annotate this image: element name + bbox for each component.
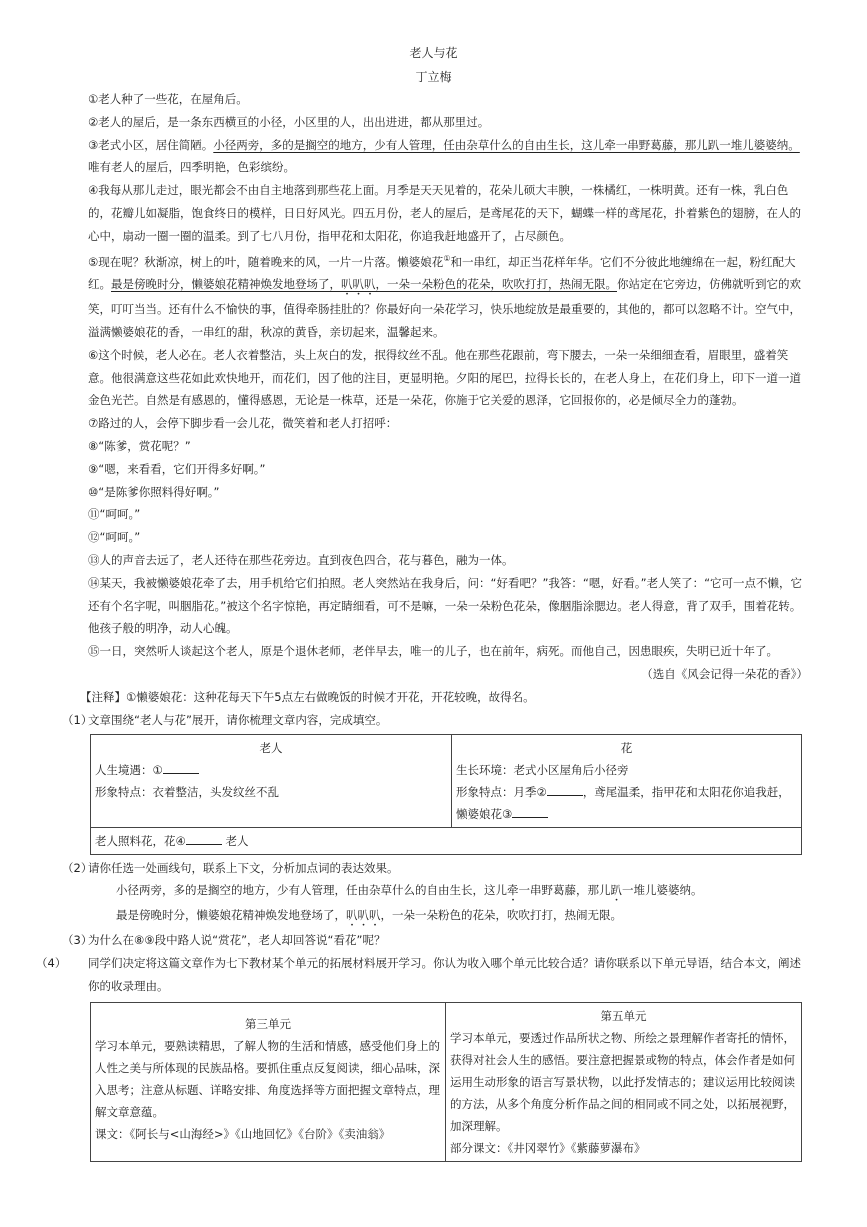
fill-table bbox=[90, 734, 802, 855]
underlined-sentence-2b: ，一朵一朵粉色的花朵，吹吹打打，热闹无限。 bbox=[375, 277, 617, 292]
flower-cell: 花 生长环境：老式小区屋角后小径旁 形象特点：月季② ，鸢尾温柔，指甲花和太阳花你追我赶，懒婆娘花③ bbox=[452, 734, 802, 827]
question-4: （4） 同学们决定将这篇文章作为七下教材某个单元的拓展材料展开学习。你认为收入哪个单元比较合适？请你联系以下单元导语，结合本文，阐述你的收录理由。 bbox=[36, 956, 801, 993]
old-man-cell: 老人 人生境遇：① 形象特点：衣着整洁，头发纹丝不乱 bbox=[91, 734, 452, 827]
paragraph-9: ⑨“嗯，来看看，它们开得多好啊。” bbox=[88, 461, 266, 476]
footnote-marker: ① bbox=[443, 253, 451, 263]
article-body bbox=[88, 88, 808, 686]
paragraph-10: ⑩“是陈爹你照料得好啊。” bbox=[88, 484, 220, 499]
q2-sentence-1: 小径两旁，多的是搁空的地方，少有人管理，任由杂草什么的自由生长，这儿牵一串野葛藤，那儿趴一堆儿婆婆纳。 bbox=[116, 883, 703, 898]
paragraph-15: ⑮一日，突然听人谈起这个老人，原是个退休老师，老伴早去，唯一的儿子，也在前年，病死。而他自己，因患眼疾，失明已近十年了。 bbox=[88, 644, 778, 659]
underlined-sentence-1: 小径两旁，多的是搁空的地方，少有人管理，任由杂草什么的自由生长，这儿牵一串野葛藤，那儿趴一堆儿婆婆纳。 bbox=[213, 137, 800, 152]
source-citation: （选自《风会记得一朵花的香》） bbox=[641, 666, 808, 681]
paragraph-4: ④我每从那儿走过，眼光都会不由自主地落到那些花上面。月季是天天见着的，花朵儿硕大丰腴，一株橘红，一株明黄。还有一株，乳白色的，花瓣儿如凝脂，饱食终日的模样，日日好风光。四五月份，老人的屋后，是鸢尾花的天下，蝴蝶一样的鸢尾花，扑着紫色的翅膀，在人的心中，扇动一圈一圈的温柔。到了七八月份，指甲花和太阳花，你追我赶地盛开了，占尽颜色。 bbox=[88, 183, 801, 243]
paragraph-14: ⑭某天，我被懒婆娘花牵了去，用手机给它们拍照。老人突然站在我身后，问：“好看吧？”我答：“嗯，好看。”老人笑了：“它可一点不懒，它还有个名字呢，叫胭脂花。”被这个名字惊艳，再定睛细看，可不是嘛，一朵一朵粉色花朵，像胭脂涂腮边。老人得意，背了双手，围着花转。他孩子般的明净，动人心魄。 bbox=[88, 575, 803, 636]
paragraph-3-start: ③老式小区，居住简陋。 bbox=[88, 137, 214, 152]
blank-4[interactable] bbox=[186, 832, 222, 845]
paragraph-3 bbox=[88, 134, 808, 180]
paragraph-8: ⑧“陈爹，赏花呢？” bbox=[88, 438, 191, 453]
question-3: （3）为什么在⑧⑨段中路人说“赏花”，老人却回答说“看花”呢？ bbox=[62, 933, 386, 948]
blank-3[interactable] bbox=[512, 805, 548, 818]
annotation-note: 【注释】①懒婆娘花：这种花每天下午5点左右做晚饭的时候才开花，开花较晚，故得名。 bbox=[80, 690, 535, 704]
question-1: （1）文章围绕“老人与花”展开，请你梳理文章内容，完成填空。 bbox=[62, 712, 388, 727]
dotted-word: 叭叭叭 bbox=[341, 277, 376, 292]
article-title: 老人与花 bbox=[409, 46, 458, 60]
questions-section bbox=[36, 686, 810, 1162]
unit-3-cell: 第三单元 学习本单元，要熟读精思，了解人物的生活和情感，感受他们身上的人性之美与所体现的民族品格。要抓住重点反复阅读，细心品味，深入思考；注意从标题、详略安排、角度选择等方面把握文章特点，理解文章意蕴。 课文：《阿长与<山海经>》《山地回忆》《台阶》《卖油翁》 bbox=[91, 1002, 446, 1161]
paragraph-11: ⑪“呵呵。” bbox=[88, 507, 141, 522]
paragraph-5-end: 你站定在它旁边，仿佛就听到它的欢笑，叮叮当当。还有什么不愉快的事，值得牵肠挂肚的？你最好向一朵花学习，快乐地绽放是最重要的，其他的，都可以忽略不计。空气中，溢满懒婆娘花的香，一串红的甜，秋凉的黄昏，亲切起来，温馨起来。 bbox=[88, 277, 801, 339]
relation-cell: 老人照料花，花④ 老人 bbox=[91, 827, 802, 854]
paragraph-1: ①老人种了一些花，在屋角后。 bbox=[88, 92, 248, 106]
paragraph-3-end: 唯有老人的屋后，四季明艳，色彩缤纷。 bbox=[88, 160, 295, 175]
paragraph-6: ⑥这个时候，老人必在。老人衣着整洁，头上灰白的发，抿得纹丝不乱。他在那些花跟前，弯下腰去，一朵一朵细细查看，眉眼里，盛着笑意。他很满意这些花如此欢快地开，而花们，因了他的注目，更显明艳。夕阳的尾巴，拉得长长的，在老人身上，在花们身上，印下一道一道金色光芒。自然是有感恩的，懂得感恩，无论是一株草，还是一朵花，你施于它关爱的恩泽，它回报你的，必是倾尽全力的蓬勃。 bbox=[88, 347, 801, 408]
blank-1[interactable] bbox=[163, 761, 199, 774]
underlined-sentence-2a: 最是傍晚时分，懒婆娘花精神焕发地登场了， bbox=[111, 277, 341, 292]
paragraph-5-mid: 和一串红，却正当花样年华。它们不分彼此地缠绵在一起，粉红配大红。 bbox=[88, 254, 796, 292]
paragraph-5 bbox=[88, 248, 808, 344]
q2-sentence-2: 最是傍晚时分，懒婆娘花精神焕发地登场了，叭叭叭，一朵一朵粉色的花朵，吹吹打打，热闹无限。 bbox=[116, 908, 622, 923]
paragraph-5-start: ⑤现在呢？秋渐凉，树上的叶，随着晚来的风，一片一片落。懒婆娘花 bbox=[88, 254, 444, 269]
paragraph-7: ⑦路过的人，会停下脚步看一会儿花，微笑着和老人打招呼： bbox=[88, 416, 398, 431]
unit-5-cell: 第五单元 学习本单元，要透过作品所状之物、所绘之景理解作者寄托的情怀，获得对社会人生的感悟。要注意把握景或物的特点，体会作者是如何运用生动形象的语言写景状物，以此抒发情志的；建议运用比较阅读的方法，从多个角度分析作品之间的相同或不同之处，以拓展视野，加深理解。 部分课文：《井冈翠竹》《紫藤萝瀑布》 bbox=[446, 1002, 802, 1161]
paragraph-12: ⑫“呵呵。” bbox=[88, 530, 141, 545]
question-2: （2）请你任选一处画线句，联系上下文，分析加点词的表达效果。 bbox=[62, 860, 399, 875]
unit-table bbox=[90, 1002, 802, 1162]
article-author: 丁立梅 bbox=[415, 70, 452, 84]
blank-2[interactable] bbox=[547, 783, 583, 796]
paragraph-2: ②老人的屋后，是一条东西横亘的小径，小区里的人，出出进进，都从那里过。 bbox=[88, 114, 490, 129]
paragraph-13: ⑬人的声音去远了，老人还待在那些花旁边。直到夜色四合，花与暮色，融为一体。 bbox=[88, 552, 514, 567]
